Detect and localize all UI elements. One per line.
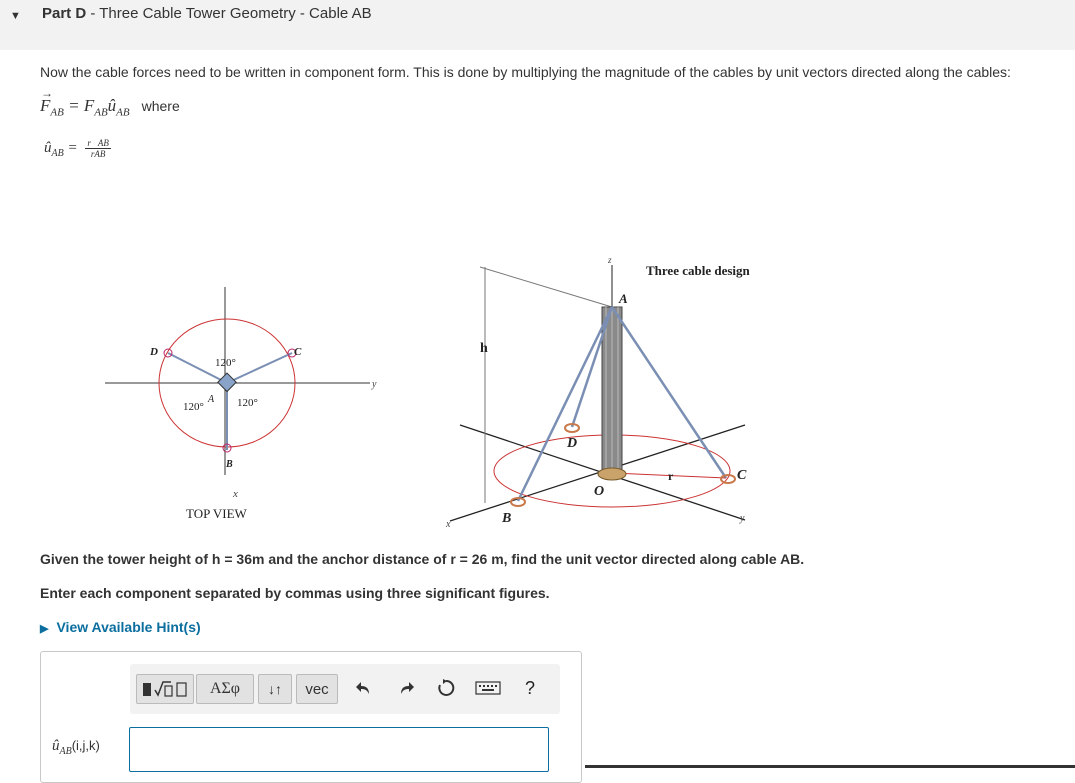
math-toolbar [130,664,560,714]
part-title-text: Three Cable Tower Geometry - Cable AB [99,5,372,22]
iso-axis-x: x [446,519,451,530]
sort-button-label: ↓↑ [268,681,282,697]
tower-figure [100,245,780,535]
top-label-a: A [208,394,215,405]
top-label-d: D [150,346,158,358]
unit-vector-equation [44,138,111,159]
iso-label-h: h [480,341,488,356]
greek-button-label: ΑΣφ [209,680,241,697]
answer-label-sub: AB [59,746,72,757]
fraction-denominator: rAB [90,149,106,159]
keyboard-icon [475,680,501,696]
top-view-caption: TOP VIEW [186,506,247,521]
iso-axis-y: y [740,513,745,524]
fraction-numerator: r⃗AB [87,138,109,148]
force-mag-sub: AB [94,106,108,119]
angle-label-right: 120° [237,397,258,409]
top-label-b: B [226,459,233,470]
part-title [42,5,372,22]
help-button[interactable] [518,674,542,702]
iso-label-r: r [668,469,674,483]
templates-button[interactable] [136,674,194,704]
iso-label-o: O [594,484,605,499]
equals-sign: = [63,96,84,115]
reset-button[interactable] [432,674,460,702]
vector-f-symbol: → F [40,86,53,115]
answer-label [52,738,100,757]
expand-triangle-icon: ▶ [40,623,49,635]
angle-label-top: 120° [215,357,236,369]
force-equation [40,86,180,119]
undo-button[interactable] [350,674,378,702]
unit-vector-symbol: û [107,96,117,115]
unit-vector-lhs-sub: AB [51,147,64,159]
undo-icon [355,680,373,696]
iso-title: Three cable design [646,263,750,278]
templates-icon [141,679,189,699]
part-header[interactable] [0,0,1075,50]
collapse-triangle-icon[interactable]: ▼ [10,10,21,22]
iso-axis-z: z [608,255,612,265]
angle-label-left: 120° [183,401,204,413]
iso-label-a: A [619,291,628,306]
top-axis-x: x [233,488,238,500]
equals-sign-2: = [63,139,82,156]
top-axis-y: y [372,379,377,390]
redo-button[interactable] [392,674,420,702]
top-view-diagram [105,287,377,521]
unit-vector-lhs: û [44,139,52,156]
title-separator: - [86,5,100,22]
force-mag: F [83,96,95,115]
help-button-label: ? [524,677,535,698]
force-sub: AB [50,106,64,119]
keyboard-button[interactable] [472,674,504,702]
answer-label-args: (i,j,k) [71,738,100,753]
iso-label-d: D [567,436,578,451]
instruction-text: Enter each component separated by commas using three significant figures. [40,585,550,601]
where-text: where [141,98,180,114]
position-fraction [85,138,111,159]
view-hints-link[interactable] [40,619,201,635]
answer-input[interactable] [129,727,549,772]
unit-vector-sub: AB [116,106,130,119]
redo-icon [397,680,415,696]
given-text: Given the tower height of h = 36m and the anchor distance of r = 26 m, find the unit vector directed along cable AB. [40,551,805,567]
answer-label-symbol: û [52,738,60,754]
sort-button[interactable] [258,674,292,704]
vec-button-label: vec [305,680,329,698]
iso-label-c: C [737,468,747,483]
greek-symbols-button[interactable] [196,674,254,704]
top-label-c: C [294,346,302,358]
isometric-view-diagram [445,255,751,530]
part-label: Part D [42,5,87,22]
hint-link-text: View Available Hint(s) [56,619,201,635]
vector-button[interactable] [296,674,338,704]
iso-label-b: B [502,511,512,526]
reset-icon [436,678,456,698]
intro-text: Now the cable forces need to be written in component form. This is done by multiplying the magnitude of the cables by unit vectors directed along the cables: [40,64,1011,80]
